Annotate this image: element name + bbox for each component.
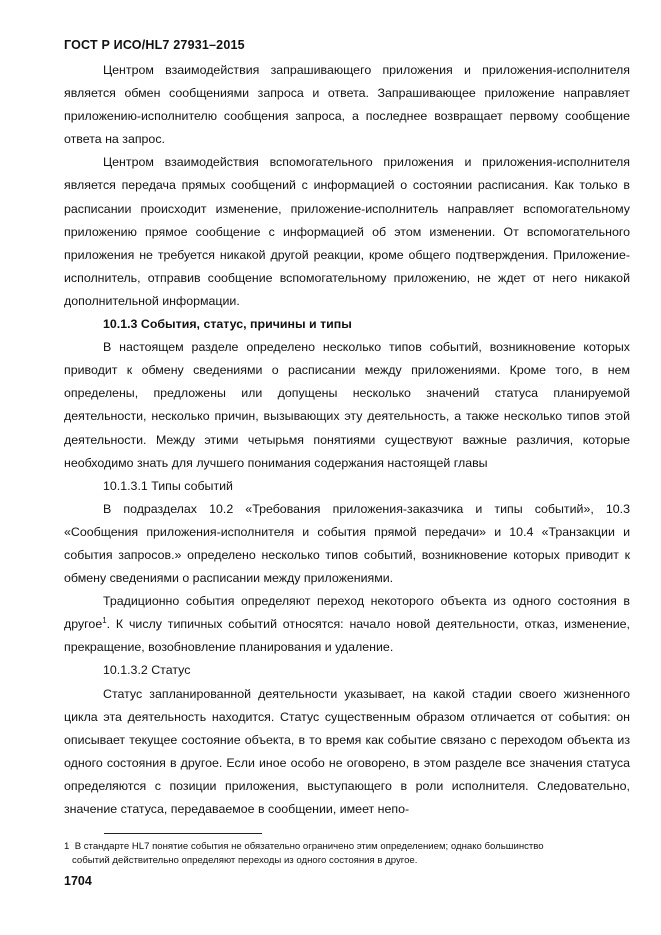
paragraph-5-end: . К числу типичных событий относятся: начало новой деятельности, отказ, изменение, прекращение, возобновление планирования и удаление.: [64, 617, 630, 655]
paragraph-1: Центром взаимодействия запрашивающего приложения и приложения-исполнителя является обмен сообщениями запроса и ответа. Запрашивающее приложение направляет приложению-исполнителю сообщения запроса, а последнее возвращает первому сообщение ответа на запрос.: [64, 63, 630, 147]
footnote-line-2: событий действительно определяют переходы из одного состояния в другое.: [72, 855, 418, 866]
footnote-text-1: В стандарте HL7 понятие события не обязательно ограничено этим определением; однако большинство: [74, 841, 544, 852]
section-heading-10-1-3: 10.1.3 События, статус, причины и типы: [103, 317, 352, 332]
paragraph-5-start: Традиционно события определяют переход некоторого объекта из одного состояния в другое: [64, 594, 630, 632]
footnote-number: 1: [64, 841, 70, 852]
footnote-reference: 1: [102, 616, 107, 626]
paragraph-4: В подразделах 10.2 «Требования приложения-заказчика и типы событий», 10.3 «Сообщения приложения-исполнителя и события прямой передачи» и 10.4 «Транзакции и события запросов.» определено несколько типов событий, возникновение которых приводит к обмену сведениями о расписании между приложениями.: [64, 501, 630, 586]
paragraph-3: В настоящем разделе определено несколько типов событий, возникновение которых приводит к обмену сведениями о расписании между приложениями. Кроме того, в нем определены, предложены или допущены несколько значений статуса планируемой деятельности, несколько причин, вызывающих эту деятельность, а также несколько типов этой деятельности. Между этими четырьмя понятиями существуют важные различия, которые необходимо знать для лучшего понимания содержания настоящей главы: [64, 340, 630, 470]
footnote-line-1: [64, 840, 630, 854]
subsection-heading-10-1-3-2: 10.1.3.2 Статус: [103, 663, 191, 678]
paragraph-6: Статус запланированной деятельности указывает, на какой стадии своего жизненного цикла эта деятельность находится. Статус существенным образом отличается от события: он описывает текущее состояние объекта, в то время как событие связано с переходом объекта из одного состояния в другое. Если иное особо не оговорено, в этом разделе все значения статуса определяются с позиции приложения, выступающего в роли исполнителя. Следовательно, значение статуса, передаваемое в сообщении, имеет непо-: [64, 686, 630, 816]
body-text: [64, 59, 630, 821]
standard-header: ГОСТ Р ИСО/HL7 27931–2015: [64, 38, 245, 52]
page-number: 1704: [64, 874, 92, 888]
footnote: [64, 840, 630, 868]
paragraph-2: Центром взаимодействия вспомогательного приложения и приложения-исполнителя является передача прямых сообщений с информацией о состоянии расписания. Как только в расписании происходит изменение, приложение-исполнитель направляет вспомогательному приложению прямое сообщение с информацией об этом изменении. От вспомогательного приложения не требуется никакой другой реакции, кроме общего подтверждения. Приложение-исполнитель, отправив сообщение вспомогательному приложению, не ждет от него никакой дополнительной информации.: [64, 155, 630, 308]
paragraph-5: [64, 590, 630, 659]
footnote-divider: [104, 833, 262, 834]
subsection-heading-10-1-3-1: 10.1.3.1 Типы событий: [103, 478, 233, 493]
